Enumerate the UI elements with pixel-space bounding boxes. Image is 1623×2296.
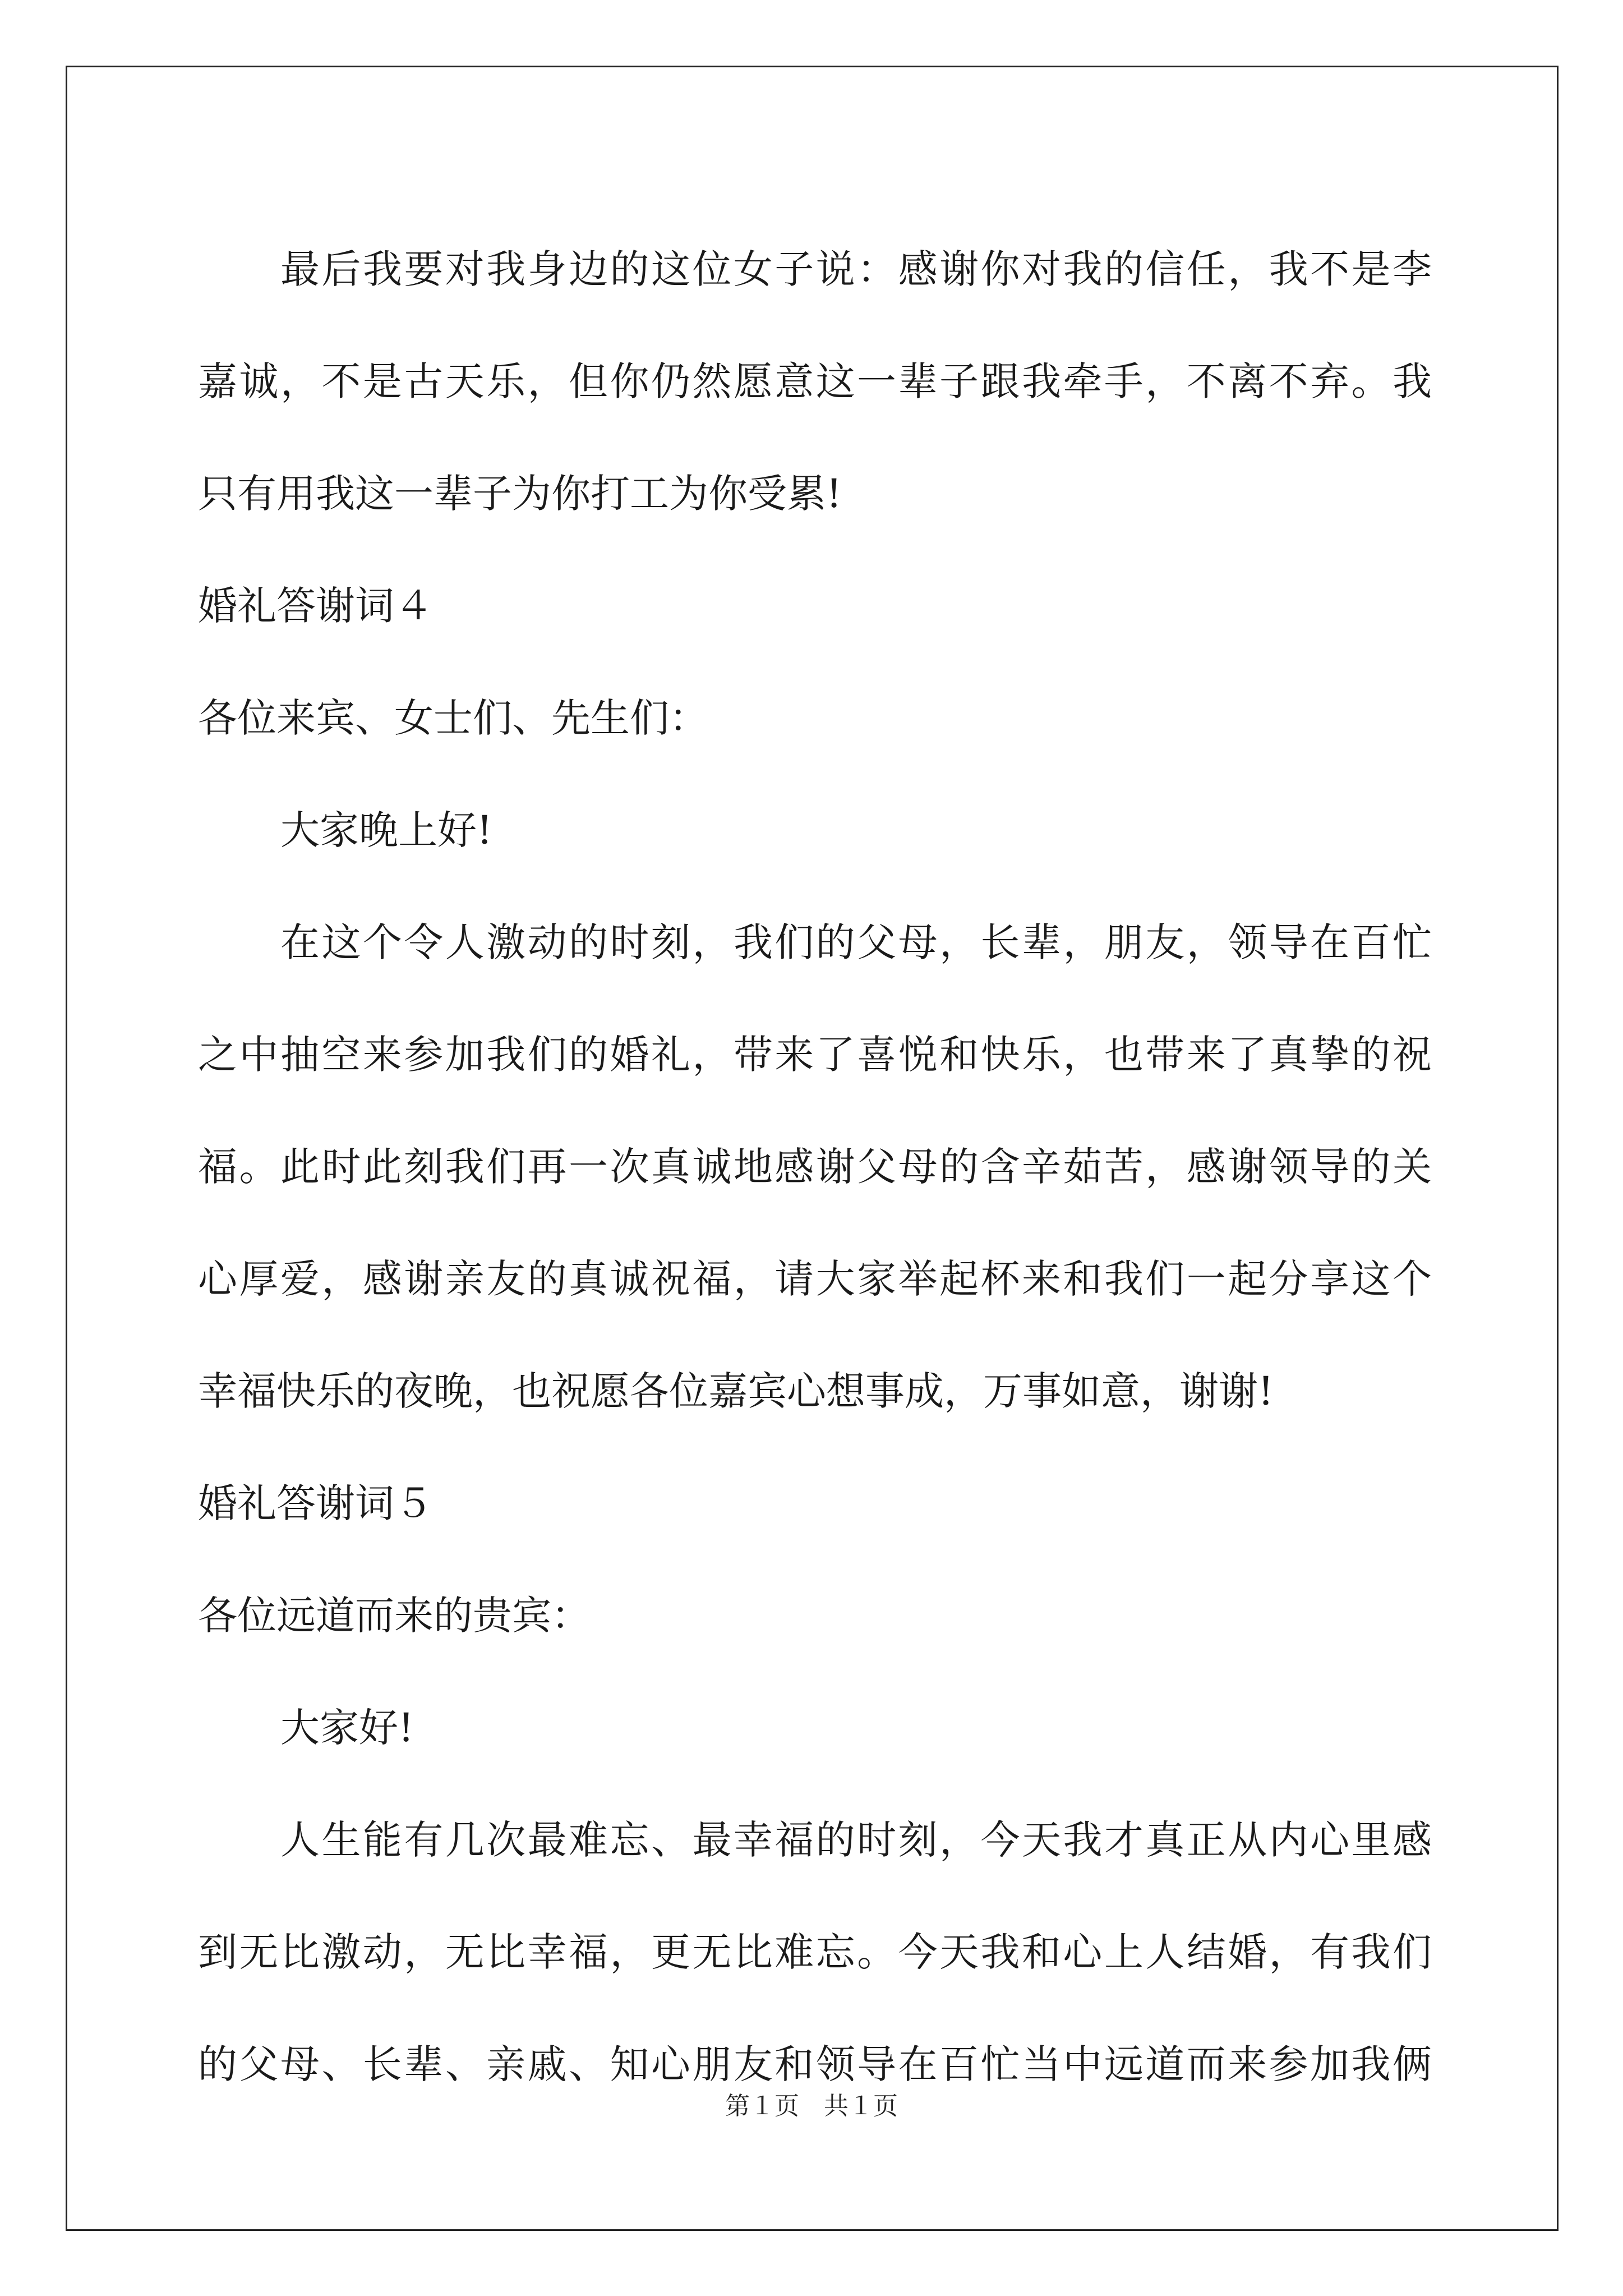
salutation-4: 各位来宾、女士们、先生们： [198,695,708,741]
paragraph-line: 只有用我这一辈子为你打工为你受累! [198,471,842,517]
paragraph-thanks-speech-4 [198,886,1432,1447]
paragraph-closing-words [198,213,1432,550]
paragraph-line: 心厚爱，感谢亲友的真诚祝福，请大家举起杯来和我们一起分享这个 [198,1256,1432,1302]
paragraph-thanks-speech-5 [198,1784,1432,2120]
paragraph-line: 福。此时此刻我们再一次真诚地感谢父母的含辛茹苦，感谢领导的关 [198,1144,1432,1190]
section-heading-4: 婚礼答谢词４ [198,583,434,629]
paragraph-line: 最后我要对我身边的这位女子说：感谢你对我的信任，我不是李 [280,246,1432,292]
paragraph-line: 嘉诚，不是古天乐，但你仍然愿意这一辈子跟我牵手，不离不弃。我 [198,358,1432,404]
paragraph-line: 到无比激动，无比幸福，更无比难忘。今天我和心上人结婚，有我们 [198,1929,1432,1975]
paragraph-line: 在这个令人激动的时刻，我们的父母，长辈，朋友，领导在百忙 [280,919,1432,965]
section-heading-5: 婚礼答谢词５ [198,1480,434,1526]
greeting-5: 大家好! [280,1705,414,1751]
document-body [198,213,1432,2120]
paragraph-line: 人生能有几次最难忘、最幸福的时刻，今天我才真正从内心里感 [280,1817,1432,1863]
page-number-footer: 第１页 共１页 [725,2092,898,2120]
paragraph-line: 之中抽空来参加我们的婚礼，带来了喜悦和快乐，也带来了真挚的祝 [198,1032,1432,1078]
greeting-4: 大家晚上好! [280,807,493,853]
salutation-5: 各位远道而来的贵宾： [198,1593,591,1639]
paragraph-line: 幸福快乐的夜晚，也祝愿各位嘉宾心想事成，万事如意，谢谢! [198,1368,1274,1414]
paragraph-line: 的父母、长辈、亲戚、知心朋友和领导在百忙当中远道而来参加我俩 [198,2041,1432,2087]
